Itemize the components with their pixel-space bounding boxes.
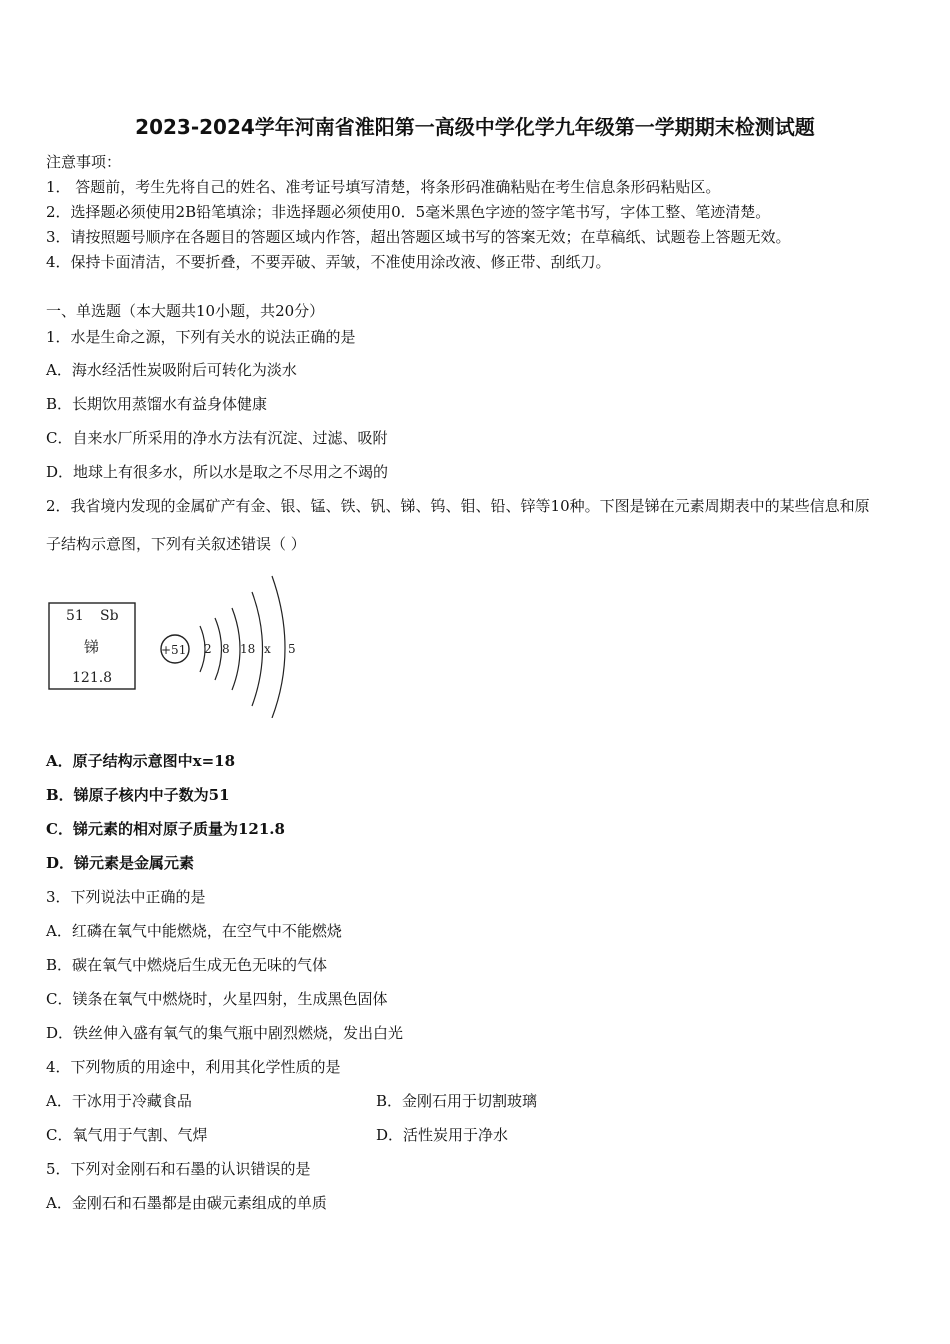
nucleus-charge: +51 [161,643,187,657]
question-4-option-c: C．氧气用于气割、气焊 [46,1126,208,1144]
section-heading: 一、单选题（本大题共10小题，共20分） [46,302,325,320]
shell-electrons-4: x [264,642,271,656]
shell-electrons-1: 2 [204,642,212,656]
question-3-option-d: D．铁丝伸入盛有氧气的集气瓶中剧烈燃烧，发出白光 [46,1024,404,1042]
question-4-option-d: D．活性炭用于净水 [376,1126,509,1144]
question-3-option-c: C．镁条在氧气中燃烧时，火星四射，生成黑色固体 [46,990,388,1008]
element-mass: 121.8 [72,670,113,686]
question-3-stem: 3．下列说法中正确的是 [46,888,206,906]
page-title: 2023-2024学年河南省淮阳第一高级中学化学九年级第一学期期末检测试题 [135,115,815,139]
question-1-option-c: C．自来水厂所采用的净水方法有沉淀、过滤、吸附 [46,429,388,447]
notice-item-4: 4．保持卡面清洁，不要折叠，不要弄破、弄皱，不准使用涂改液、修正带、刮纸刀。 [46,253,611,271]
shell-arc-3 [232,608,240,690]
question-5-option-a: A．金刚石和石墨都是由碳元素组成的单质 [46,1194,327,1212]
notice-item-3: 3．请按照题号顺序在各题目的答题区域内作答，超出答题区域书写的答案无效；在草稿纸、试题卷上答题无效。 [46,228,791,246]
question-2-option-c: C．锑元素的相对原子质量为121.8 [46,820,285,838]
element-name: 锑 [84,638,100,656]
question-1-option-a: A．海水经活性炭吸附后可转化为淡水 [46,361,297,379]
shell-electrons-2: 8 [222,642,230,656]
shell-electrons-3: 18 [240,642,256,656]
question-4-option-b: B．金刚石用于切割玻璃 [376,1092,538,1110]
question-3-option-b: B．碳在氧气中燃烧后生成无色无味的气体 [46,956,328,974]
antimony-diagram [44,568,314,718]
question-2-option-b: B．锑原子核内中子数为51 [46,786,230,804]
question-4-stem: 4．下列物质的用途中，利用其化学性质的是 [46,1058,341,1076]
shell-electrons-5: 5 [288,642,296,656]
question-3-option-a: A．红磷在氧气中能燃烧，在空气中不能燃烧 [46,922,342,940]
notice-heading: 注意事项： [46,153,122,171]
notice-item-1: 1． 答题前，考生先将自己的姓名、准考证号填写清楚，将条形码准确粘贴在考生信息条形码粘贴区。 [46,178,721,196]
shell-arc-5 [272,576,285,718]
question-2-stem-line1: 2．我省境内发现的金属矿产有金、银、锰、铁、钒、锑、钨、钼、铅、锌等10种。下图是锑在元素周期表中的某些信息和原 [46,497,870,515]
question-4-option-a: A．干冰用于冷藏食品 [46,1092,192,1110]
shell-arc-2 [215,618,222,680]
element-symbol: Sb [100,608,119,624]
question-1-stem: 1．水是生命之源，下列有关水的说法正确的是 [46,328,356,346]
notice-item-2: 2．选择题必须使用2B铅笔填涂；非选择题必须使用0．5毫米黑色字迹的签字笔书写，字体工整、笔迹清楚。 [46,203,771,221]
question-1-option-d: D．地球上有很多水，所以水是取之不尽用之不竭的 [46,463,389,481]
question-2-stem-line2: 子结构示意图，下列有关叙述错误（ ） [46,535,306,553]
question-2-option-d: D．锑元素是金属元素 [46,854,195,872]
element-number: 51 [66,608,84,624]
question-5-stem: 5．下列对金刚石和石墨的认识错误的是 [46,1160,311,1178]
question-1-option-b: B．长期饮用蒸馏水有益身体健康 [46,395,268,413]
question-2-option-a: A．原子结构示意图中x=18 [46,752,236,770]
